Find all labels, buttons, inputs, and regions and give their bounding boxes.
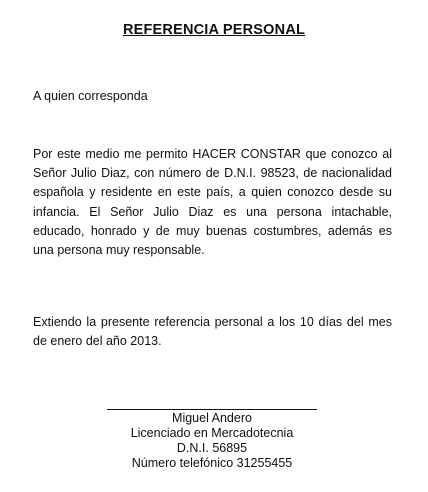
signature-line	[107, 409, 317, 410]
signer-name: Miguel Andero	[172, 411, 252, 425]
body-paragraph-2: Extiendo la presente referencia personal a los 10 días del mes de enero del año 2013.	[33, 315, 392, 349]
signer-phone: Número telefónico 31255455	[131, 456, 293, 470]
document-title: REFERENCIA PERSONAL	[122, 22, 306, 38]
signer-dni: D.N.I. 56895	[176, 441, 248, 455]
signature-block	[62, 411, 362, 471]
body-paragraph-1: Por este medio me permito HACER CONSTAR que conozco al Señor Julio Diaz, con número de D.N.I. 98523, de nacionalidad española y residente en este país, a quien conozco desde su infancia. El Señor Julio Diaz es una persona intachable, educado, honrado y de muy buenas costumbres, además es una persona muy responsable.	[33, 147, 392, 258]
salutation: A quien corresponda	[33, 89, 148, 103]
signer-profession: Licenciado en Mercadotecnia	[130, 426, 294, 440]
